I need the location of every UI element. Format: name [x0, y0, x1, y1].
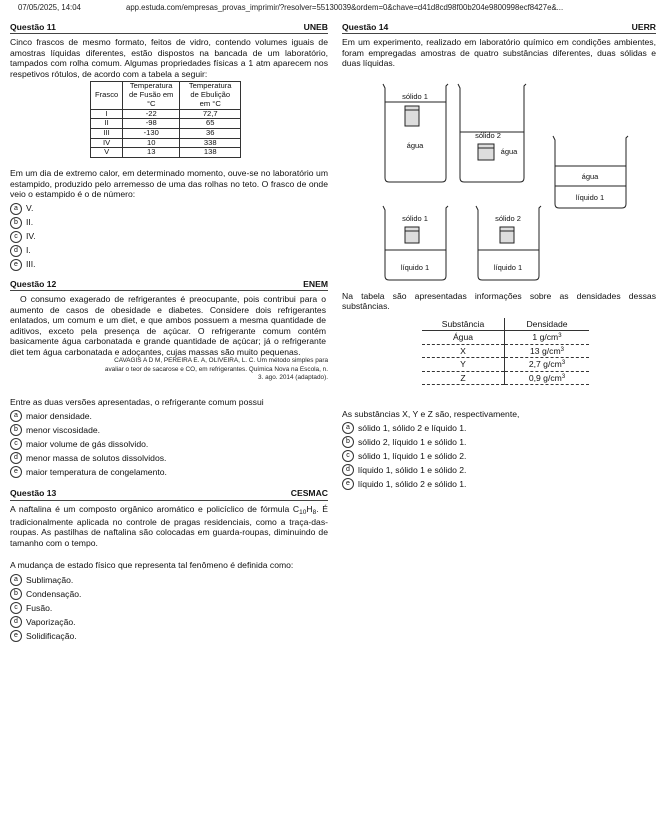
print-header — [18, 3, 653, 13]
table-row — [91, 119, 241, 129]
beaker-right — [553, 136, 628, 208]
print-url: app.estuda.com/empresas_provas_imprimir/?resolver=55130039&ordem=0&chave=d41d8cd98f00b204e9800998ecf8427e&... — [126, 3, 564, 12]
subscript: 8 — [312, 508, 317, 516]
subscript: 10 — [299, 508, 307, 516]
question-title: Questão 13 — [10, 488, 57, 499]
option-letter: d — [10, 452, 22, 464]
option-d[interactable] — [10, 245, 328, 257]
option-letter: d — [10, 245, 22, 257]
answer-options — [342, 422, 656, 490]
density-value: 2,7 g/cm — [528, 359, 562, 370]
text-part: A naftalina é um composto orgânico aromático e policíclico de fórmula C — [10, 503, 300, 514]
option-text: maior temperatura de congelamento. — [26, 467, 167, 478]
option-text: maior densidade. — [26, 411, 92, 422]
print-datetime: 07/05/2025, 14:04 — [18, 3, 81, 12]
question-title: Questão 11 — [10, 22, 56, 32]
label-solido1: sólido 1 — [402, 214, 428, 223]
table-cell: 138 — [180, 148, 241, 158]
option-text: Sublimação. — [26, 574, 74, 585]
table-header: Temperatura de Fusão em °C — [123, 82, 180, 109]
option-c[interactable] — [10, 602, 328, 614]
table-cell: 10 — [123, 138, 180, 148]
answer-options — [10, 203, 328, 271]
table-cell: V — [91, 148, 123, 158]
superscript: 3 — [561, 360, 566, 367]
left-column — [10, 22, 328, 644]
question-source: UNEB — [303, 22, 328, 32]
table-cell: X — [422, 344, 505, 357]
text-part: . É tradicionalmente aplicada no controle de pragas residenciais, como a traça-das-roupas. As pastilhas de naftalina são colocadas em guarda-roupas, diminuindo de tamanho com o tempo. — [10, 503, 328, 548]
question-12 — [10, 279, 328, 479]
question-header — [10, 22, 328, 34]
question-14 — [342, 22, 656, 69]
text-part: H — [306, 503, 313, 514]
question-stem: Entre as duas versões apresentadas, o refrigerante comum possui — [10, 396, 264, 407]
option-letter: b — [10, 424, 22, 436]
superscript: 3 — [558, 333, 562, 340]
option-e[interactable] — [10, 466, 328, 478]
label-liquido1: líquido 1 — [400, 263, 430, 272]
table-cell: -130 — [123, 129, 180, 139]
question-intro: Em um experimento, realizado em laboratório químico em condições ambientes, foram empregadas amostras de quatro substâncias diferentes, duas sólidas e duas líquidas. — [342, 37, 656, 69]
option-letter: e — [342, 478, 354, 490]
option-text: sólido 1, líquido 1 e sólido 2. — [358, 451, 467, 462]
label-liquido1: líquido 1 — [575, 193, 605, 202]
beaker-top-left — [383, 84, 448, 182]
option-text: menor massa de solutos dissolvidos. — [26, 453, 167, 464]
table-cell — [505, 331, 590, 344]
table-cell: 65 — [180, 119, 241, 129]
density-value: 0,9 g/cm — [528, 372, 562, 383]
option-d[interactable] — [10, 616, 328, 628]
option-letter: e — [10, 466, 22, 478]
option-c[interactable] — [10, 438, 328, 450]
option-text: IV. — [26, 231, 36, 242]
option-text: I. — [26, 245, 31, 256]
beaker-bottom-middle — [476, 206, 541, 280]
right-column — [342, 22, 656, 69]
question-14-answers — [342, 409, 656, 492]
option-letter: e — [10, 259, 22, 271]
option-e[interactable] — [342, 478, 656, 490]
density-table — [422, 318, 589, 385]
option-letter: c — [10, 602, 22, 614]
table-cell: 338 — [180, 138, 241, 148]
option-b[interactable] — [10, 424, 328, 436]
properties-table — [90, 81, 241, 158]
option-text: Fusão. — [26, 602, 53, 613]
option-letter: b — [10, 217, 22, 229]
option-text: menor viscosidade. — [26, 425, 101, 436]
table-row — [91, 138, 241, 148]
question-header — [342, 22, 656, 34]
table-cell — [505, 358, 590, 371]
table-cell: III — [91, 129, 123, 139]
label-solido1: sólido 1 — [402, 92, 428, 101]
option-letter: d — [342, 464, 354, 476]
option-text: Condensação. — [26, 588, 82, 599]
answer-options — [10, 574, 328, 642]
option-c[interactable] — [342, 450, 656, 462]
question-13 — [10, 488, 328, 641]
table-cell: 72,7 — [180, 109, 241, 119]
table-row — [422, 331, 589, 344]
option-letter: a — [342, 422, 354, 434]
option-text: Solidificação. — [26, 630, 77, 641]
option-b[interactable] — [10, 217, 328, 229]
option-c[interactable] — [10, 231, 328, 243]
option-letter: b — [342, 436, 354, 448]
answer-options — [10, 410, 328, 478]
option-text: líquido 1, sólido 1 e sólido 2. — [358, 465, 467, 476]
table-row — [422, 344, 589, 357]
label-solido2: sólido 2 — [495, 214, 521, 223]
table-cell: Y — [422, 358, 505, 371]
density-value: 1 g/cm — [532, 332, 559, 343]
table-row — [91, 129, 241, 139]
option-letter: a — [10, 574, 22, 586]
citation-line: CAVAGIS A D M, PEREIRA E. A, OLIVEIRA, L. C. Um método simples para — [114, 357, 328, 365]
option-d[interactable] — [10, 452, 328, 464]
question-stem: Em um dia de extremo calor, em determinado momento, ouve-se no laboratório um estampido, produzido pelo arremesso de uma das rolhas no teto. O frasco de onde veio o estampido é o de número: — [10, 168, 328, 200]
table-cell: -98 — [123, 119, 180, 129]
option-text: Vaporização. — [26, 616, 76, 627]
density-value: 13 g/cm — [530, 345, 561, 356]
table-cell: Z — [422, 371, 505, 384]
table-cell: -22 — [123, 109, 180, 119]
option-text: sólido 1, sólido 2 e líquido 1. — [358, 423, 467, 434]
citation — [10, 357, 328, 383]
option-letter: a — [10, 203, 22, 215]
label-agua: água — [406, 141, 424, 150]
question-header — [10, 488, 328, 500]
option-text: maior volume de gás dissolvido. — [26, 439, 149, 450]
table-cell: 13 — [123, 148, 180, 158]
option-e[interactable] — [10, 630, 328, 642]
table-cell: IV — [91, 138, 123, 148]
question-source: ENEM — [303, 278, 328, 289]
option-text: II. — [26, 217, 34, 228]
option-text: líquido 1, sólido 2 e sólido 1. — [358, 479, 467, 490]
question-text: O consumo exagerado de refrigerantes é preocupante, pois contribui para o aumento de casos de obesidade e diabetes. Considere dois refrigerantes enlatados, um comum e um diet, e que ambos possuem a mesma quantidade de aditivos, exceto pela presença de açúcar. O refrigerante comum contém basicamente água carbonatada e grande quantidade de açúcar; já o refrigerante diet tem água carbonatada e adoçantes, cujas massas são muito pequenas. — [10, 294, 326, 357]
option-text: V. — [26, 203, 34, 214]
option-text: III. — [26, 259, 36, 270]
label-liquido1: líquido 1 — [493, 263, 523, 272]
superscript: 3 — [561, 373, 566, 380]
table-header: Densidade — [505, 318, 590, 331]
table-cell: I — [91, 109, 123, 119]
question-stem: A mudança de estado físico que representa tal fenômeno é definida como: — [10, 560, 294, 571]
option-letter: c — [10, 231, 22, 243]
table-cell: II — [91, 119, 123, 129]
option-a[interactable] — [10, 574, 328, 586]
table-header: Temperatura de Ebulição em °C — [180, 82, 241, 109]
option-letter: c — [342, 450, 354, 462]
option-text: sólido 2, líquido 1 e sólido 1. — [358, 437, 467, 448]
option-letter: a — [10, 410, 22, 422]
table-row — [91, 148, 241, 158]
beaker-top-middle — [458, 84, 526, 182]
option-a[interactable] — [10, 410, 328, 422]
label-agua: água — [581, 172, 599, 181]
table-header: Substância — [422, 318, 505, 331]
option-b[interactable] — [342, 436, 656, 448]
option-a[interactable] — [10, 203, 328, 215]
table-header: Frasco — [91, 82, 123, 109]
table-row — [91, 109, 241, 119]
option-letter: d — [10, 616, 22, 628]
question-title: Questão 14 — [342, 22, 389, 32]
question-intro: Cinco frascos de mesmo formato, feitos de vidro, contendo volumes iguais de amostras líquidas diferentes, estão dispostos na bancada de um laboratório, tampados com rolha comum. Algumas propriedades físicas a 1 atm aparecem nos respetivos rótulos, de acordo com a tabela a seguir: — [10, 37, 328, 79]
table-cell: 36 — [180, 129, 241, 139]
superscript: 3 — [560, 346, 564, 353]
question-11 — [10, 22, 328, 271]
question-header — [10, 279, 328, 291]
table-row — [422, 358, 589, 371]
option-a[interactable] — [342, 422, 656, 434]
table-row — [422, 371, 589, 384]
citation-line: avaliar o teor de sacarose e CO, em refrigerantes. Química Nova na Escola, n. — [104, 365, 328, 373]
option-letter: b — [10, 588, 22, 600]
table-cell — [505, 371, 590, 384]
question-14-lower — [342, 291, 656, 312]
option-letter: e — [10, 630, 22, 642]
option-e[interactable] — [10, 259, 328, 271]
beaker-bottom-left — [383, 206, 448, 280]
option-letter: c — [10, 438, 22, 450]
question-text — [10, 504, 328, 548]
question-title: Questão 12 — [10, 278, 57, 289]
table-cell — [505, 344, 590, 357]
question-stem: As substâncias X, Y e Z são, respectivamente, — [342, 409, 520, 419]
table-cell: Água — [422, 331, 505, 344]
question-source: CESMAC — [290, 488, 328, 499]
question-source: UERR — [631, 22, 656, 32]
option-b[interactable] — [10, 588, 328, 600]
label-solido2: sólido 2 — [475, 131, 501, 140]
citation-line: 3. ago. 2014 (adaptado). — [258, 374, 328, 382]
option-d[interactable] — [342, 464, 656, 476]
label-agua: água — [500, 147, 518, 156]
table-intro: Na tabela são apresentadas informações sobre as densidades dessas substâncias. — [342, 291, 656, 312]
